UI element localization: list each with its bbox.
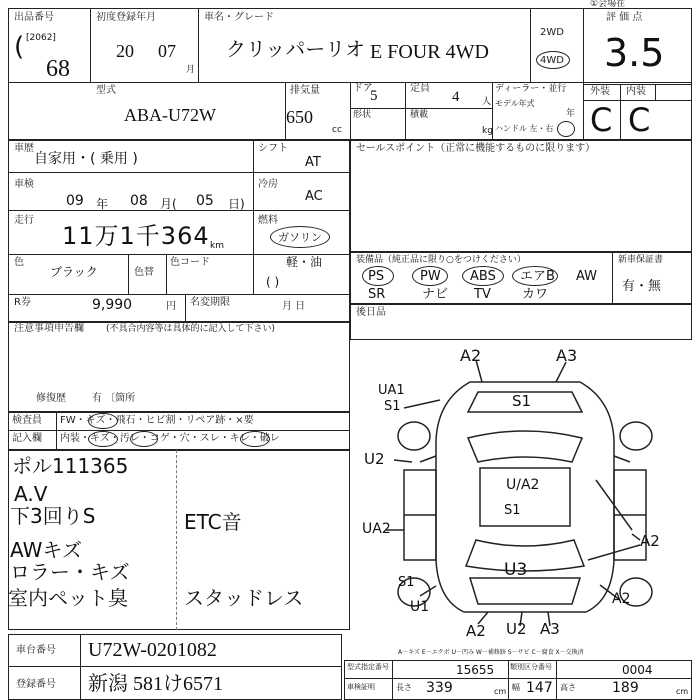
dealer-label: ディーラー・並行 <box>495 84 567 94</box>
repair-label: 修復歴 <box>36 393 66 404</box>
record-items: 内装・キズ・汚レ・コゲ・穴・スレ・キレ・破レ <box>60 433 280 444</box>
mark-ua2-roof: U/A2 <box>506 477 540 493</box>
cc-unit: cc <box>332 125 342 135</box>
mark-s1-hood: S1 <box>512 392 532 410</box>
plate: 新潟 581け6571 <box>88 673 223 695</box>
chassis-label: 車台番号 <box>16 645 56 656</box>
width-label: 幅 <box>512 683 520 692</box>
insp-day: 05 <box>196 193 214 209</box>
car-name: クリッパーリオ <box>226 39 365 61</box>
mark-ua1: UA1 <box>378 383 405 398</box>
type-label: 型式指定番号 <box>347 663 389 671</box>
fuel-label: 燃料 <box>258 215 278 226</box>
mark-a2-right: A2 <box>640 532 660 550</box>
year-unit: 年 <box>566 109 576 119</box>
length-unit: cm <box>494 687 507 696</box>
cert-label: 車検証明 <box>347 683 375 691</box>
type-no: 15655 <box>456 663 495 677</box>
month-unit: 月 <box>186 65 196 75</box>
color: ブラック <box>50 265 98 279</box>
plate-label: 登録番号 <box>16 679 56 690</box>
equip-pw: PW <box>420 269 441 284</box>
mark-u2: U2 <box>364 450 385 468</box>
capacity-label: 定員 <box>410 83 430 94</box>
handle-label: ハンドル 左・右 <box>495 124 554 133</box>
equip-sr: SR <box>368 287 386 302</box>
fuel-gasoline: ガソリン <box>278 231 322 244</box>
shape-label: 形状 <box>353 110 372 120</box>
top-right-note: ①会場在 <box>590 0 626 9</box>
insp-unit-month: 月( <box>160 197 177 211</box>
exterior-grade: C <box>590 101 613 139</box>
class-no: 0004 <box>622 663 653 677</box>
model-label: 型式 <box>96 85 116 96</box>
note-1: ポル111365 <box>12 454 129 478</box>
doors-label: ドア <box>353 83 373 94</box>
mark-a2-rear-right: A2 <box>612 591 631 607</box>
shift: AT <box>305 155 321 170</box>
drive-2wd: 2WD <box>540 27 564 38</box>
class-label: 類別区分番号 <box>510 663 552 671</box>
equip-navi: ナビ <box>422 287 449 302</box>
mark-a3-bottom: A3 <box>540 620 560 638</box>
usage: 自家用・( 乗用 ) <box>34 151 138 167</box>
color-code-label: 色コード <box>170 257 210 268</box>
record-label: 記入欄 <box>12 433 42 444</box>
displacement: 650 <box>286 107 313 127</box>
mark-s1-left: S1 <box>384 399 401 414</box>
model-year-label: モデル年式 <box>495 99 535 108</box>
mark-a3-top: A3 <box>556 346 578 365</box>
note-3: 下3回りS <box>10 504 96 528</box>
lot-bracket: ( <box>14 32 25 62</box>
warranty-label: 新車保証書 <box>618 255 664 265</box>
mileage-label: 走行 <box>14 215 34 226</box>
warranty: 有・無 <box>622 279 662 294</box>
later-label: 後日品 <box>356 307 386 318</box>
fuel-light-oil: 軽・油 <box>286 255 323 269</box>
insp-unit-year: 年 <box>96 197 109 211</box>
repair-value: 有 〔箇所 <box>92 393 136 404</box>
insp-year: 09 <box>66 193 84 209</box>
recycle: 9,990 <box>92 297 133 313</box>
equip-aw: AW <box>576 269 598 284</box>
ac-label: 冷房 <box>258 179 278 190</box>
first-reg-month: 07 <box>158 41 176 61</box>
ac: AC <box>305 189 323 204</box>
equip-airbag: エアB <box>520 269 555 284</box>
kg-unit: kg <box>482 126 493 136</box>
equip-leather: カワ <box>522 287 549 302</box>
equip-ps: PS <box>368 269 385 284</box>
fuel-other: ( ) <box>266 275 280 289</box>
mark-u1: U1 <box>410 599 430 615</box>
first-reg-year: 20 <box>116 41 134 61</box>
note-7: 室内ペット臭 <box>8 586 128 610</box>
notes-label: 注意事項申告欄 <box>14 323 84 334</box>
mileage: 11万1千364 <box>62 222 210 250</box>
notes-sub: (不具合内容等は具体的に記入して下さい) <box>106 324 276 334</box>
month-day: 月 日 <box>282 301 306 312</box>
lot-label: 出品番号 <box>14 12 54 23</box>
note-8: スタッドレス <box>184 586 304 610</box>
score: 3.5 <box>604 31 665 75</box>
equip-tv: TV <box>474 287 491 302</box>
length: 339 <box>426 680 453 696</box>
yen-unit: 円 <box>166 301 176 312</box>
note-5: ETC音 <box>184 510 242 534</box>
width: 147 <box>526 680 553 696</box>
first-reg-label: 初度登録年月 <box>96 12 156 23</box>
load-label: 積載 <box>410 110 429 120</box>
name-change-label: 名変期限 <box>190 297 230 308</box>
chassis: U72W-0201082 <box>88 639 217 661</box>
mark-ua2: UA2 <box>362 521 391 537</box>
usage-label: 車歴 <box>14 143 34 154</box>
damage-legend: A－キズ E－エクボ U－凹み W－補修跡 S－サビ C－腐食 X－交換済 <box>398 649 584 656</box>
shift-label: シフト <box>258 143 288 154</box>
mark-s1-roof: S1 <box>504 503 521 518</box>
score-label: 評 価 点 <box>606 12 643 23</box>
mark-a2-bottom: A2 <box>466 622 486 640</box>
height-unit: cm <box>676 687 689 696</box>
exterior-label: 外装 <box>590 86 610 97</box>
mark-s1-rear: S1 <box>398 575 415 590</box>
lot-number: 68 <box>46 56 70 82</box>
inspector-items: FW・キズ・飛石・ヒビ割・リペア跡・×要 <box>60 415 254 426</box>
insp-month: 08 <box>130 193 148 209</box>
note-6: ロラー・キズ <box>10 560 130 584</box>
recycle-label: R券 <box>14 297 31 308</box>
sales-point-label: セールスポイント（正常に機能するものに限ります） <box>356 143 596 154</box>
displacement-label: 排気量 <box>290 85 320 96</box>
length-label: 長さ <box>396 683 412 692</box>
inspection-label: 車検 <box>14 179 34 190</box>
interior-grade: C <box>628 101 651 139</box>
car-grade: E FOUR 4WD <box>370 41 489 63</box>
note-2: A.V <box>14 482 48 506</box>
interior-label: 内装 <box>626 86 646 97</box>
km-unit: km <box>210 241 224 251</box>
inspector-label: 検査員 <box>12 415 42 426</box>
note-4: AWキズ <box>10 538 82 562</box>
drive-4wd: 4WD <box>540 55 564 66</box>
lot-sub: [2062] <box>26 33 56 43</box>
equip-abs: ABS <box>470 269 496 284</box>
car-name-label: 車名・グレード <box>204 12 274 23</box>
height-label: 高さ <box>560 683 576 692</box>
mark-u2-bottom: U2 <box>506 620 527 638</box>
mark-u3: U3 <box>504 560 528 580</box>
capacity: 4 <box>452 89 460 105</box>
color-label: 色 <box>14 257 24 268</box>
doors: 5 <box>370 88 378 104</box>
person-unit: 人 <box>482 97 492 107</box>
color-change-label: 色替 <box>134 267 154 278</box>
mark-a2-top: A2 <box>460 346 482 365</box>
height: 189 <box>612 680 639 696</box>
insp-unit-day: 日) <box>228 197 245 211</box>
model: ABA-U72W <box>124 105 216 125</box>
equipment-label: 装備品（純正品に限り○をつけください） <box>356 255 526 265</box>
